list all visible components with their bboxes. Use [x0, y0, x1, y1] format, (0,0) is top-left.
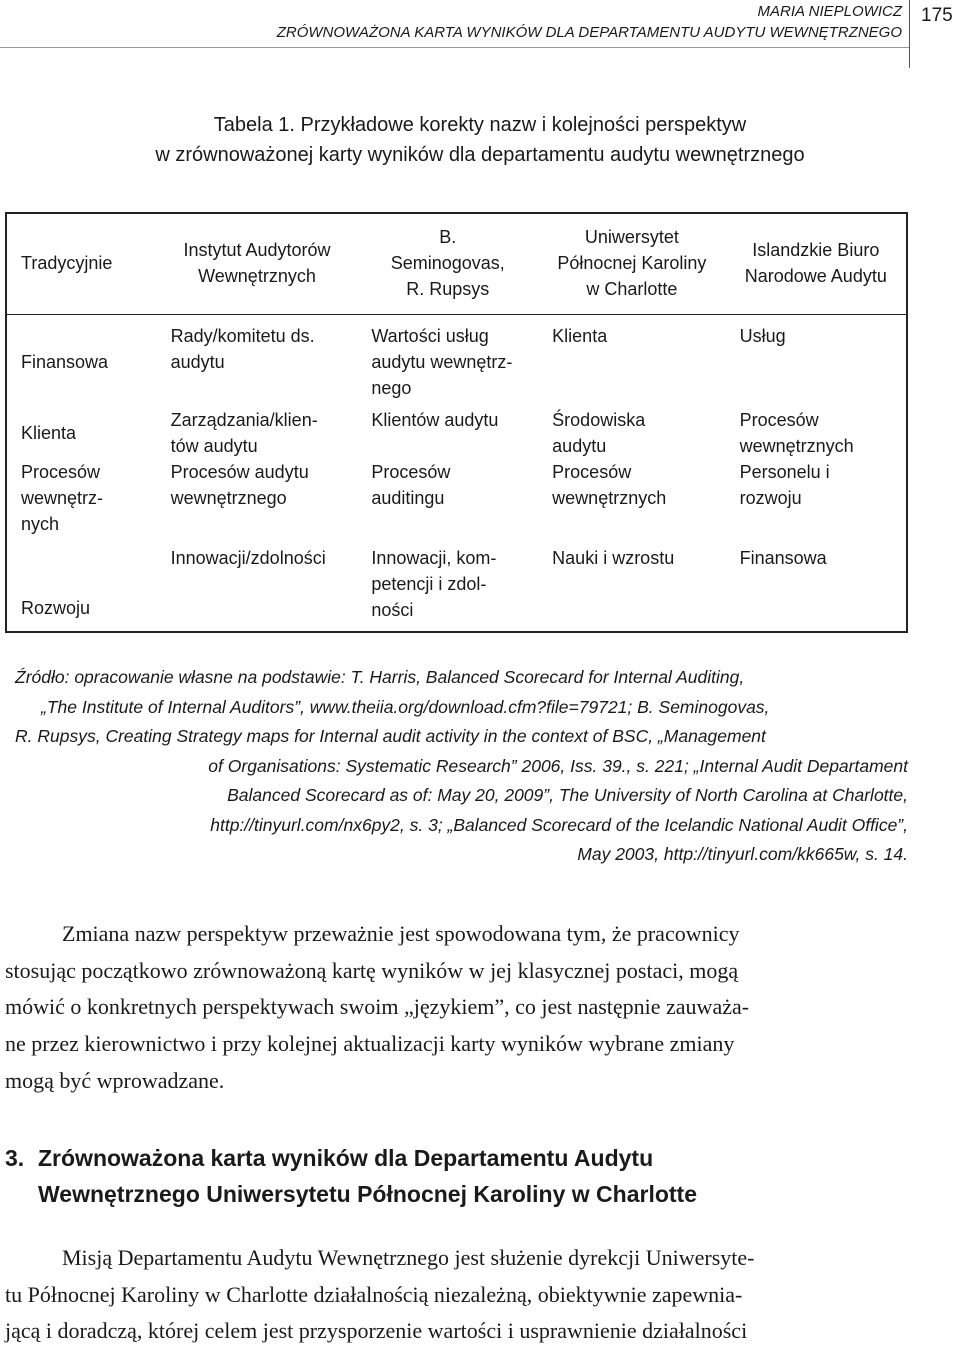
table-cell: Innowacji/zdolności	[170, 548, 326, 568]
source-line: Źródło: opracowanie własne na podstawie: T. Harris, Balanced Scorecard for Internal Auditing,	[15, 667, 745, 687]
paragraph-line: Zmiana nazw perspektyw przeważnie jest spowodowana tym, że pracownicy	[62, 921, 740, 946]
table-caption	[0, 110, 960, 170]
header-rule-horizontal	[0, 47, 909, 48]
source-line: Balanced Scorecard as of: May 20, 2009”, The University of North Carolina at Charlotte,	[227, 785, 908, 805]
table-cell: Środowiska audytu	[552, 410, 646, 456]
paragraph-line: jącą i doradczą, której celem jest przysporzenie wartości i usprawnienie działalności	[5, 1318, 748, 1344]
running-head-author: MARIA NIEPLOWICZ	[757, 3, 902, 20]
paragraph-line: tu Północnej Karoliny w Charlotte działalnością niezależną, obiektywnie zapewnia-	[5, 1281, 743, 1307]
table-header-row	[6, 213, 907, 315]
table-caption-line: Tabela 1. Przykładowe korekty nazw i kolejności perspektyw	[213, 114, 747, 136]
table-cell: Procesów wewnętrz-nych	[21, 462, 104, 534]
source-line: „The Institute of Internal Auditors”, www.theiia.org/download.cfm?file=79721; B. Seminogovas,	[41, 696, 770, 717]
table-cell: Procesów audytu wewnętrznego	[170, 462, 309, 508]
header-cell-icelandic-office: Islandzkie Biuro Narodowe Audytu	[744, 240, 887, 286]
table-cell: Wartości usług audytu wewnętrz-nego	[371, 326, 513, 398]
source-line: May 2003, http://tinyurl.com/kk665w, s. 14.	[577, 844, 908, 864]
paragraph-line: mogą być wprowadzane.	[5, 1067, 225, 1093]
table-row	[6, 315, 907, 402]
table-caption-line: w zrównoważonej karty wyników dla departamentu audytu wewnętrznego	[155, 144, 805, 166]
running-head	[0, 0, 910, 44]
table-cell: Procesów wewnętrznych	[552, 462, 667, 508]
paragraph-line: mówić o konkretnych perspektywach swoim „językiem”, co jest następnie zauważa-	[5, 994, 750, 1020]
table-cell: Klientów audytu	[371, 410, 499, 430]
source-line: of Organisations: Systematic Research” 2006, Iss. 39., s. 221; „Internal Audit Departament	[208, 755, 908, 776]
header-cell-traditional: Tradycyjnie	[21, 253, 113, 273]
section-heading	[5, 1140, 908, 1212]
header-cell-seminogovas: B. Seminogovas, R. Rupsys	[390, 227, 505, 299]
table-source-note	[15, 663, 908, 870]
table-cell: Procesów auditingu	[371, 462, 451, 508]
perspectives-table	[5, 212, 908, 633]
table-row	[6, 459, 907, 537]
table-cell: Rady/komitetu ds. audytu	[170, 326, 315, 372]
header-cell-unc-charlotte: Uniwersytet Północnej Karoliny w Charlotte	[557, 227, 707, 299]
table-cell: Nauki i wzrostu	[552, 548, 675, 568]
body-paragraph	[5, 1240, 908, 1350]
table-cell: Finansowa	[739, 548, 827, 568]
source-line: R. Rupsys, Creating Strategy maps for Internal audit activity in the context of BSC, „Management	[15, 726, 766, 746]
paragraph-line: ne przez kierownictwo i przy kolejnej aktualizacji karty wyników wybrane zmiany	[5, 1031, 735, 1057]
table-cell: Finansowa	[21, 352, 109, 372]
source-line: http://tinyurl.com/nx6py2, s. 3; „Balanced Scorecard of the Icelandic National Audit Office”,	[210, 814, 908, 835]
paragraph-line: stosując początkowo zrównoważoną kartę wyników w jej klasycznej postaci, mogą	[5, 957, 739, 983]
header-cell-iia: Instytut Audytorów Wewnętrznych	[183, 240, 331, 286]
table-cell: Personelu i rozwoju	[739, 462, 830, 508]
section-title-line: Zrównoważona karta wyników dla Departamentu Audytu	[38, 1145, 654, 1171]
table-cell: Usług	[739, 326, 786, 346]
page-number: 175	[921, 5, 953, 26]
header-rule-vertical	[909, 0, 910, 68]
table-row	[6, 401, 907, 459]
section-number: 3.	[5, 1145, 25, 1171]
table-cell: Procesów wewnętrznych	[739, 410, 854, 456]
table-cell: Klienta	[552, 326, 608, 346]
paragraph-line: Misją Departamentu Audytu Wewnętrznego jest służenie dyrekcji Uniwersyte-	[62, 1245, 755, 1270]
table-row	[6, 537, 907, 632]
table-cell: Klienta	[21, 423, 77, 443]
table-cell: Innowacji, kom-petencji i zdol-ności	[371, 548, 497, 620]
table-cell: Zarządzania/klien-tów audytu	[170, 410, 318, 456]
table-cell: Rozwoju	[21, 598, 91, 618]
section-title-line: Wewnętrznego Uniwersytetu Północnej Karoliny w Charlotte	[38, 1181, 698, 1207]
running-head-title: ZRÓWNOWAŻONA KARTA WYNIKÓW DLA DEPARTAMENTU AUDYTU WEWNĘTRZNEGO	[276, 24, 902, 41]
body-paragraph	[5, 916, 908, 1100]
